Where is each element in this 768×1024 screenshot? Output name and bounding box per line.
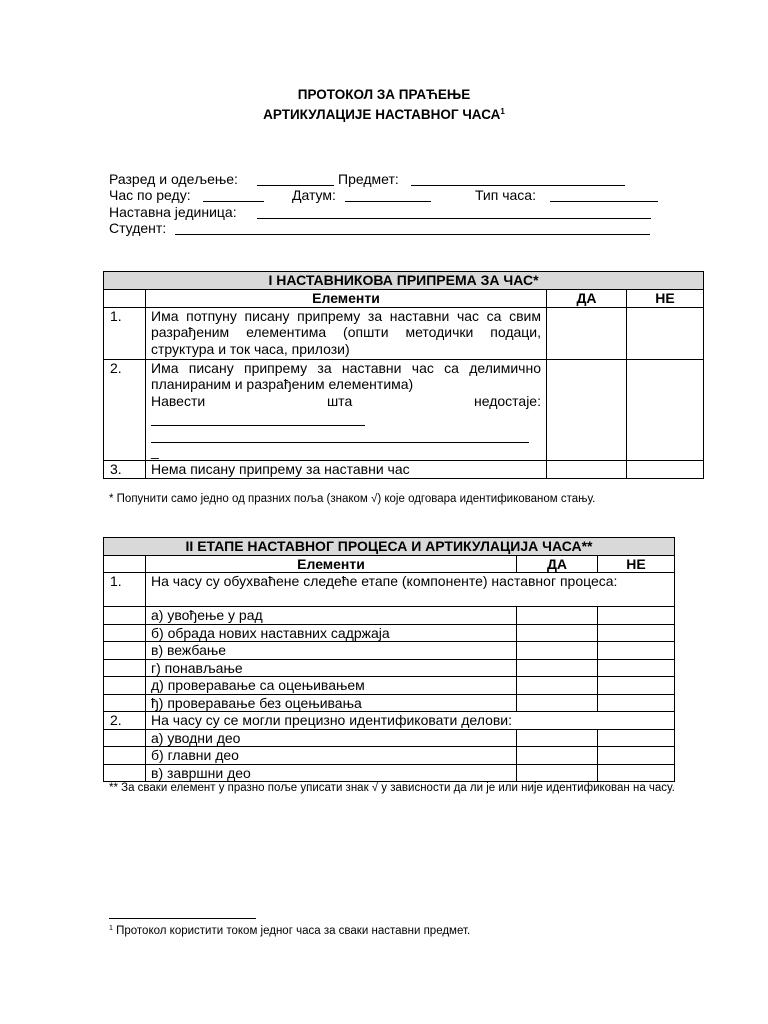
subject-blank[interactable] <box>411 171 625 186</box>
stage-item-6: ђ) проверавање без оцењивања <box>146 694 517 712</box>
table1-section-title: I НАСТАВНИКОВА ПРИПРЕМА ЗА ЧАС* <box>104 272 704 290</box>
table2-empty-number-cell <box>104 729 146 747</box>
stage-item-5-yes-cell[interactable] <box>517 677 598 695</box>
part-item-2-no-cell[interactable] <box>598 747 675 765</box>
stage-item-3-no-cell[interactable] <box>598 642 675 660</box>
table2-empty-number-cell <box>104 747 146 765</box>
table-row <box>104 764 675 782</box>
table2-section-title: II ЕТАПЕ НАСТАВНОГ ПРОЦЕСА И АРТИКУЛАЦИЈА ЧАСА** <box>104 538 675 556</box>
stage-item-3: в) вежбање <box>146 642 517 660</box>
table1-row-1-no-cell[interactable] <box>627 307 704 359</box>
part-item-1-no-cell[interactable] <box>598 729 675 747</box>
table1-header-number-cell <box>104 289 146 307</box>
student-label: Студент: <box>109 220 167 236</box>
table1-row-1-yes-cell[interactable] <box>547 307 627 359</box>
stage-item-3-yes-cell[interactable] <box>517 642 598 660</box>
document-title-line-1: ПРОТОКОЛ ЗА ПРАЋЕЊЕ <box>297 87 471 102</box>
table2-q1-text: На часу су обухваћене следеће етапе (компоненте) наставног процеса: <box>146 573 675 607</box>
teaching-stages-table <box>103 537 675 782</box>
part-item-2: б) главни део <box>146 747 517 765</box>
table-row <box>104 624 675 642</box>
part-item-1-yes-cell[interactable] <box>517 729 598 747</box>
stage-item-1-yes-cell[interactable] <box>517 607 598 625</box>
date-label: Датум: <box>292 187 336 203</box>
missing-items-dash: _ <box>151 443 159 459</box>
stage-item-5-no-cell[interactable] <box>598 677 675 695</box>
table2-note: ** За сваки елемент у празно поље уписати знак √ у зависности да ли је или није идентификован на часу. <box>109 782 675 794</box>
table1-row-1-text: Има потпуну писану припрему за наставни час са свим разрађеним елементима (општи методички подаци, структура и ток часа, прилози) <box>146 307 547 359</box>
table1-row-3-text: Нема писану припрему за наставни час <box>146 460 547 478</box>
table1-note: * Попунити само једно од празних поља (знаком √) које одговара идентификованом стању. <box>109 493 596 505</box>
grade-blank[interactable] <box>257 171 334 186</box>
table-row <box>104 747 675 765</box>
header-row-lesson-date-type <box>109 187 669 204</box>
part-item-3: в) завршни део <box>146 764 517 782</box>
table1-row-2 <box>104 359 704 460</box>
stage-item-2: б) обрада нових наставних садржаја <box>146 624 517 642</box>
table2-question-1 <box>104 573 675 607</box>
header-row-grade-subject <box>109 171 669 188</box>
table1-row-2-content <box>146 359 547 460</box>
table1-col-elements: Елементи <box>146 289 547 307</box>
stage-item-4-no-cell[interactable] <box>598 659 675 677</box>
stage-item-5: д) проверавање са оцењивањем <box>146 677 517 695</box>
table-row <box>104 659 675 677</box>
subject-label: Предмет: <box>338 171 399 187</box>
stage-item-2-yes-cell[interactable] <box>517 624 598 642</box>
stage-item-4: г) понављање <box>146 659 517 677</box>
document-title-line-2 <box>0 103 768 123</box>
table1-row-3-number: 3. <box>104 460 146 478</box>
table1-row-2-text: Има писану припрему за наставни час са делимично планираним и разрађеним елементима) <box>151 359 541 392</box>
header-row-student <box>109 220 669 237</box>
table2-empty-number-cell <box>104 624 146 642</box>
missing-items-blank-2[interactable] <box>151 428 529 443</box>
table2-empty-number-cell <box>104 694 146 712</box>
teaching-unit-label: Наставна јединица: <box>109 204 237 220</box>
table2-col-yes: ДА <box>517 555 598 573</box>
footnote-mark: 1 <box>109 925 113 932</box>
table1-col-yes: ДА <box>547 289 627 307</box>
stage-item-1-no-cell[interactable] <box>598 607 675 625</box>
part-item-3-no-cell[interactable] <box>598 764 675 782</box>
table2-q2-number: 2. <box>104 712 146 730</box>
table2-empty-number-cell <box>104 607 146 625</box>
title-footnote-mark: 1 <box>500 107 505 116</box>
stage-item-6-no-cell[interactable] <box>598 694 675 712</box>
table1-row-2-no-cell[interactable] <box>627 359 704 460</box>
part-item-2-yes-cell[interactable] <box>517 747 598 765</box>
specify-word-2: шта <box>326 392 353 409</box>
lesson-type-label: Тип часа: <box>475 187 536 203</box>
table2-question-2 <box>104 712 675 730</box>
student-blank[interactable] <box>175 220 650 235</box>
stage-item-6-yes-cell[interactable] <box>517 694 598 712</box>
table2-q1-number: 1. <box>104 573 146 607</box>
table1-row-3 <box>104 460 704 478</box>
table1-row-1 <box>104 307 704 359</box>
table1-col-no: НЕ <box>627 289 704 307</box>
table-row <box>104 677 675 695</box>
table2-empty-number-cell <box>104 677 146 695</box>
table2-empty-number-cell <box>104 642 146 660</box>
teaching-unit-blank[interactable] <box>257 204 651 219</box>
table1-row-3-yes-cell[interactable] <box>547 460 627 478</box>
stage-item-2-no-cell[interactable] <box>598 624 675 642</box>
teacher-preparation-table <box>103 271 704 479</box>
stage-item-1: а) увођење у рад <box>146 607 517 625</box>
specify-word-1: Навести <box>151 392 206 409</box>
grade-label: Разред и одељење: <box>109 171 238 187</box>
table-row <box>104 729 675 747</box>
table2-empty-number-cell <box>104 659 146 677</box>
table1-row-2-number: 2. <box>104 359 146 460</box>
date-blank[interactable] <box>345 187 431 202</box>
table2-empty-number-cell <box>104 764 146 782</box>
lesson-number-blank[interactable] <box>203 187 264 202</box>
page-footnote <box>109 922 470 938</box>
header-row-unit <box>109 204 669 221</box>
missing-items-blank-1[interactable] <box>151 411 365 426</box>
stage-item-4-yes-cell[interactable] <box>517 659 598 677</box>
lesson-type-blank[interactable] <box>550 187 658 202</box>
table2-header-number-cell <box>104 555 146 573</box>
table2-col-no: НЕ <box>598 555 675 573</box>
lesson-number-label: Час по реду: <box>109 187 191 203</box>
table2-q2-text: На часу су се могли прецизно идентификовати делови: <box>146 712 675 730</box>
table-row <box>104 607 675 625</box>
table2-col-elements: Елементи <box>146 555 517 573</box>
table1-row-2-specify <box>151 393 541 410</box>
specify-word-3: недостаје: <box>473 392 541 409</box>
document-title-text: АРТИКУЛАЦИЈЕ НАСТАВНОГ ЧАСА <box>263 107 501 122</box>
table-row <box>104 694 675 712</box>
footnote-separator <box>109 918 256 919</box>
part-item-3-yes-cell[interactable] <box>517 764 598 782</box>
table1-row-2-yes-cell[interactable] <box>547 359 627 460</box>
table1-row-1-number: 1. <box>104 307 146 359</box>
table-row <box>104 642 675 660</box>
table1-row-3-no-cell[interactable] <box>627 460 704 478</box>
part-item-1: а) уводни део <box>146 729 517 747</box>
footnote-text: Протокол користити током једног часа за сваки наставни предмет. <box>116 925 471 937</box>
